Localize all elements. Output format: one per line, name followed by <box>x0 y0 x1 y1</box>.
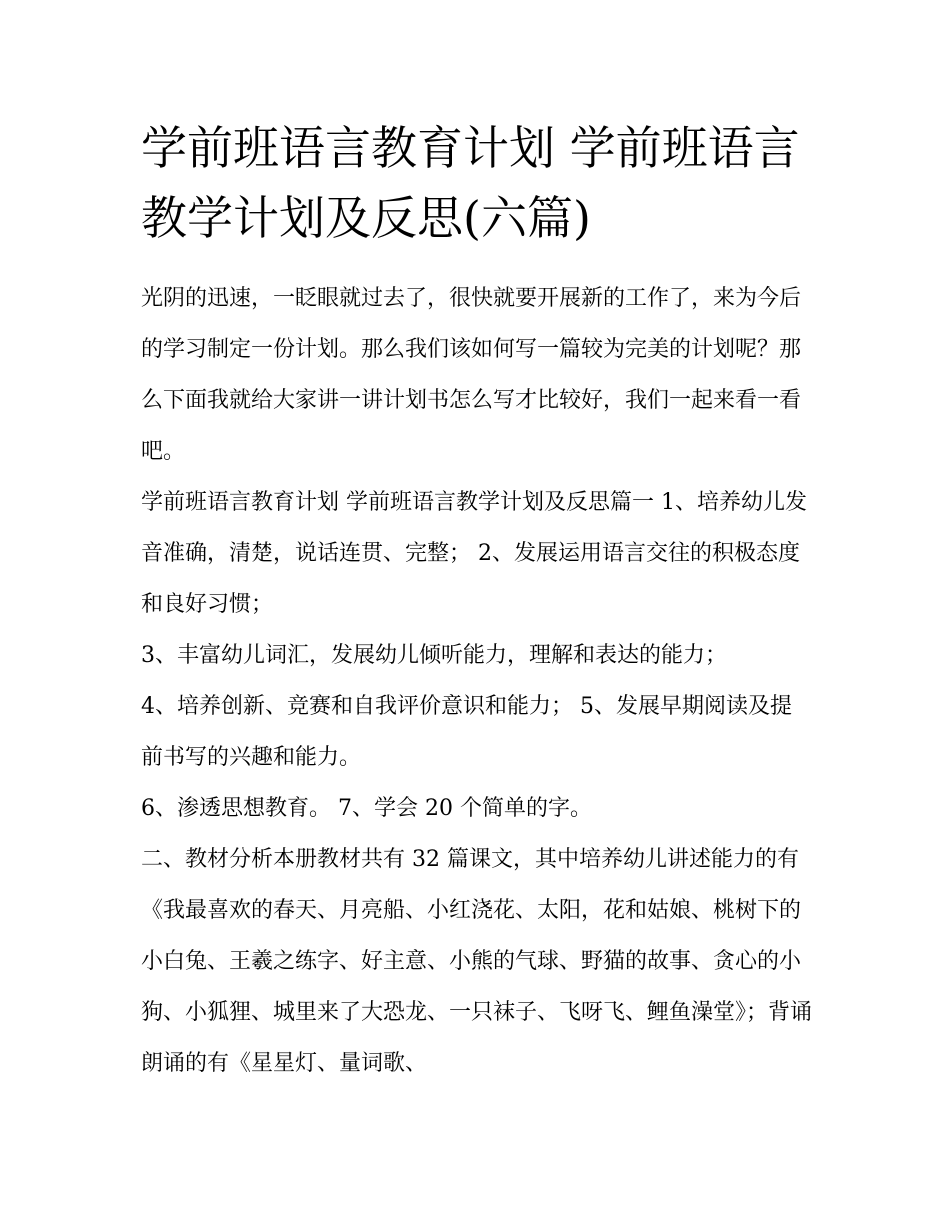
document-title: 学前班语言教育计划 学前班语言教学计划及反思(六篇) <box>141 121 800 245</box>
paragraph-goals-3: 3、丰富幼儿词汇，发展幼儿倾听能力，理解和表达的能力； <box>141 643 727 668</box>
document-body <box>141 273 813 1089</box>
document-content <box>141 113 813 1089</box>
paragraph-goals-4: 4、培养创新、竞赛和自我评价意识和能力； 5、发展早期阅读及提前书写的兴趣和能力。 <box>141 694 792 770</box>
paragraph-intro: 光阴的迅速，一眨眼就过去了，很快就要开展新的工作了，来为今后的学习制定一份计划。那么我们该如何写一篇较为完美的计划呢？那么下面我就给大家讲一讲计划书怎么写才比较好，我们一起来看一看吧。 <box>141 286 802 464</box>
paragraph-goals-6: 6、渗透思想教育。 7、学会 20 个简单的字。 <box>141 796 592 821</box>
paragraph-goals-1: 学前班语言教育计划 学前班语言教学计划及反思篇一 1、培养幼儿发音准确，清楚，说话连贯、完整； 2、发展运用语言交往的积极态度和良好习惯； <box>141 490 807 617</box>
paragraph-materials: 二、教材分析本册教材共有 32 篇课文，其中培养幼儿讲述能力的有《我最喜欢的春天、月亮船、小红浇花、太阳，花和姑娘、桃树下的小白兔、王羲之练字、好主意、小熊的气球、野猫的故事、贪心的小狗、小狐狸、城里来了大恐龙、一只袜子、飞呀飞、鲤鱼澡堂》；背诵朗诵的有《星星灯、量词歌、 <box>141 847 813 1076</box>
